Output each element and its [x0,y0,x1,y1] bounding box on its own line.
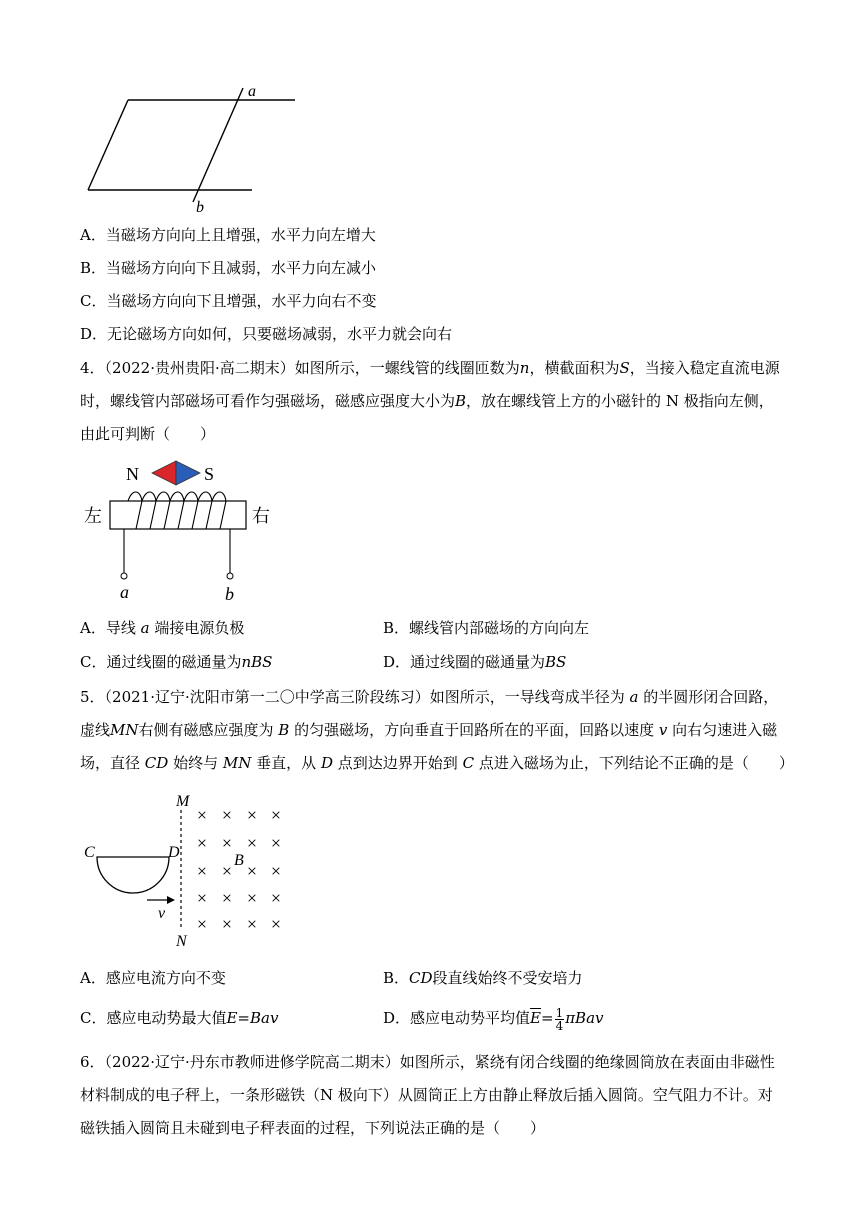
q5-option-a: A．感应电流方向不变 [80,969,226,987]
q4-option-a: A．导线 a 端接电源负极 [80,619,245,637]
q5-stem-line2: 虚线MN右侧有磁感应强度为 B 的匀强磁场，方向垂直于回路所在的平面，回路以速度 v 向右匀速进入磁 [80,721,778,739]
compass-s-label: S [204,464,215,484]
q3-option-b: B．当磁场方向向下且减弱，水平力向左减小 [80,259,377,277]
field-cross: × [270,833,282,853]
boundary-m-label: M [176,793,190,810]
q3-option-d: D．无论磁场方向如何，只要磁场减弱，水平力就会向右 [80,325,453,343]
field-cross: × [246,805,258,825]
q5-stem-line1: 5．（2021·辽宁·沈阳市第一二〇中学高三阶段练习）如图所示，一导线弯成半径为 a 的半圆形闭合回路， [80,688,779,706]
fraction-one-quarter: $\frac{1}{4}$ [555,1005,564,1033]
field-cross: × [221,833,233,853]
compass-n-label: N [126,464,139,484]
q4-stem-line2: 时，螺线管内部磁场可看作匀强磁场，磁感应强度大小为B，放在螺线管上方的小磁针的 N 极指向左侧， [80,392,774,410]
boundary-n-label: N [176,933,187,950]
field-cross: × [270,861,282,881]
field-cross: × [270,805,282,825]
field-cross: × [196,833,208,853]
field-cross: × [221,805,233,825]
q6-stem-line1: 6．（2022·辽宁·丹东市教师进修学院高二期末）如图所示，紧绕有闭合线圈的绝缘圆筒放在表面由非磁性 [80,1053,775,1071]
q5-option-c: C．感应电动势最大值E=Bav [80,1009,279,1027]
field-cross: × [270,888,282,908]
q6-stem-line3: 磁铁插入圆筒且未碰到电子秤表面的过程，下列说法正确的是（ ） [80,1119,546,1137]
field-b-label: B [234,852,244,869]
magnetic-field-crosses [197,805,281,934]
q5-figure [80,790,300,950]
terminal-b [227,573,233,579]
q4-option-d: D．通过线圈的磁通量为BS [383,653,567,671]
field-cross: × [221,914,233,934]
q4-stem-line3: 由此可判断（ ） [80,425,216,443]
field-cross: × [246,914,258,934]
q6-stem-line2: 材料制成的电子秤上，一条形磁铁（N 极向下）从圆筒正上方由静止释放后插入圆筒。空气阻力不计。对 [80,1086,773,1104]
field-cross: × [196,888,208,908]
compass-south-half [176,461,200,485]
terminal-a [121,573,127,579]
q3-option-c: C．当磁场方向向下且增强，水平力向右不变 [80,292,377,310]
field-cross: × [196,861,208,881]
compass-north-half [152,461,176,485]
terminal-b-label: b [225,584,234,604]
label-right: 右 [252,506,270,526]
label-a: a [248,83,256,100]
q4-stem-line1: 4．（2022·贵州贵阳·高二期末）如图所示，一螺线管的线圈匝数为n，横截面积为S，当接入稳定直流电源 [80,359,780,377]
field-cross: × [221,888,233,908]
field-cross: × [246,888,258,908]
semicircle-loop [97,857,169,893]
field-cross: × [196,914,208,934]
velocity-arrowhead [167,896,175,904]
q5-stem-line3: 场，直径 CD 始终与 MN 垂直，从 D 点到达边界开始到 C 点进入磁场为止，下列结论不正确的是（ ） [80,754,794,772]
field-cross: × [246,833,258,853]
velocity-label: v [158,905,166,922]
field-cross: × [246,861,258,881]
q3-option-a: A．当磁场方向向上且增强，水平力向左增大 [80,226,376,244]
q4-figure [80,455,280,605]
q4-option-b: B．螺线管内部磁场的方向向左 [383,619,590,637]
rod-ab [193,88,243,202]
point-c-label: C [84,844,95,861]
q5-option-b: B．CD段直线始终不受安培力 [383,969,583,987]
terminal-a-label: a [120,582,129,602]
field-cross: × [196,805,208,825]
left-side [88,100,128,190]
field-cross: × [221,861,233,881]
label-left: 左 [84,506,102,526]
q4-option-c: C．通过线圈的磁通量为nBS [80,653,273,671]
point-d-label: D [168,844,180,861]
q5-option-d: D．感应电动势平均值$\overline{E}=$ $\frac{1}{4}$ πBav [383,1005,604,1033]
field-cross: × [270,914,282,934]
q3-figure [80,80,310,220]
label-b: b [196,199,204,216]
